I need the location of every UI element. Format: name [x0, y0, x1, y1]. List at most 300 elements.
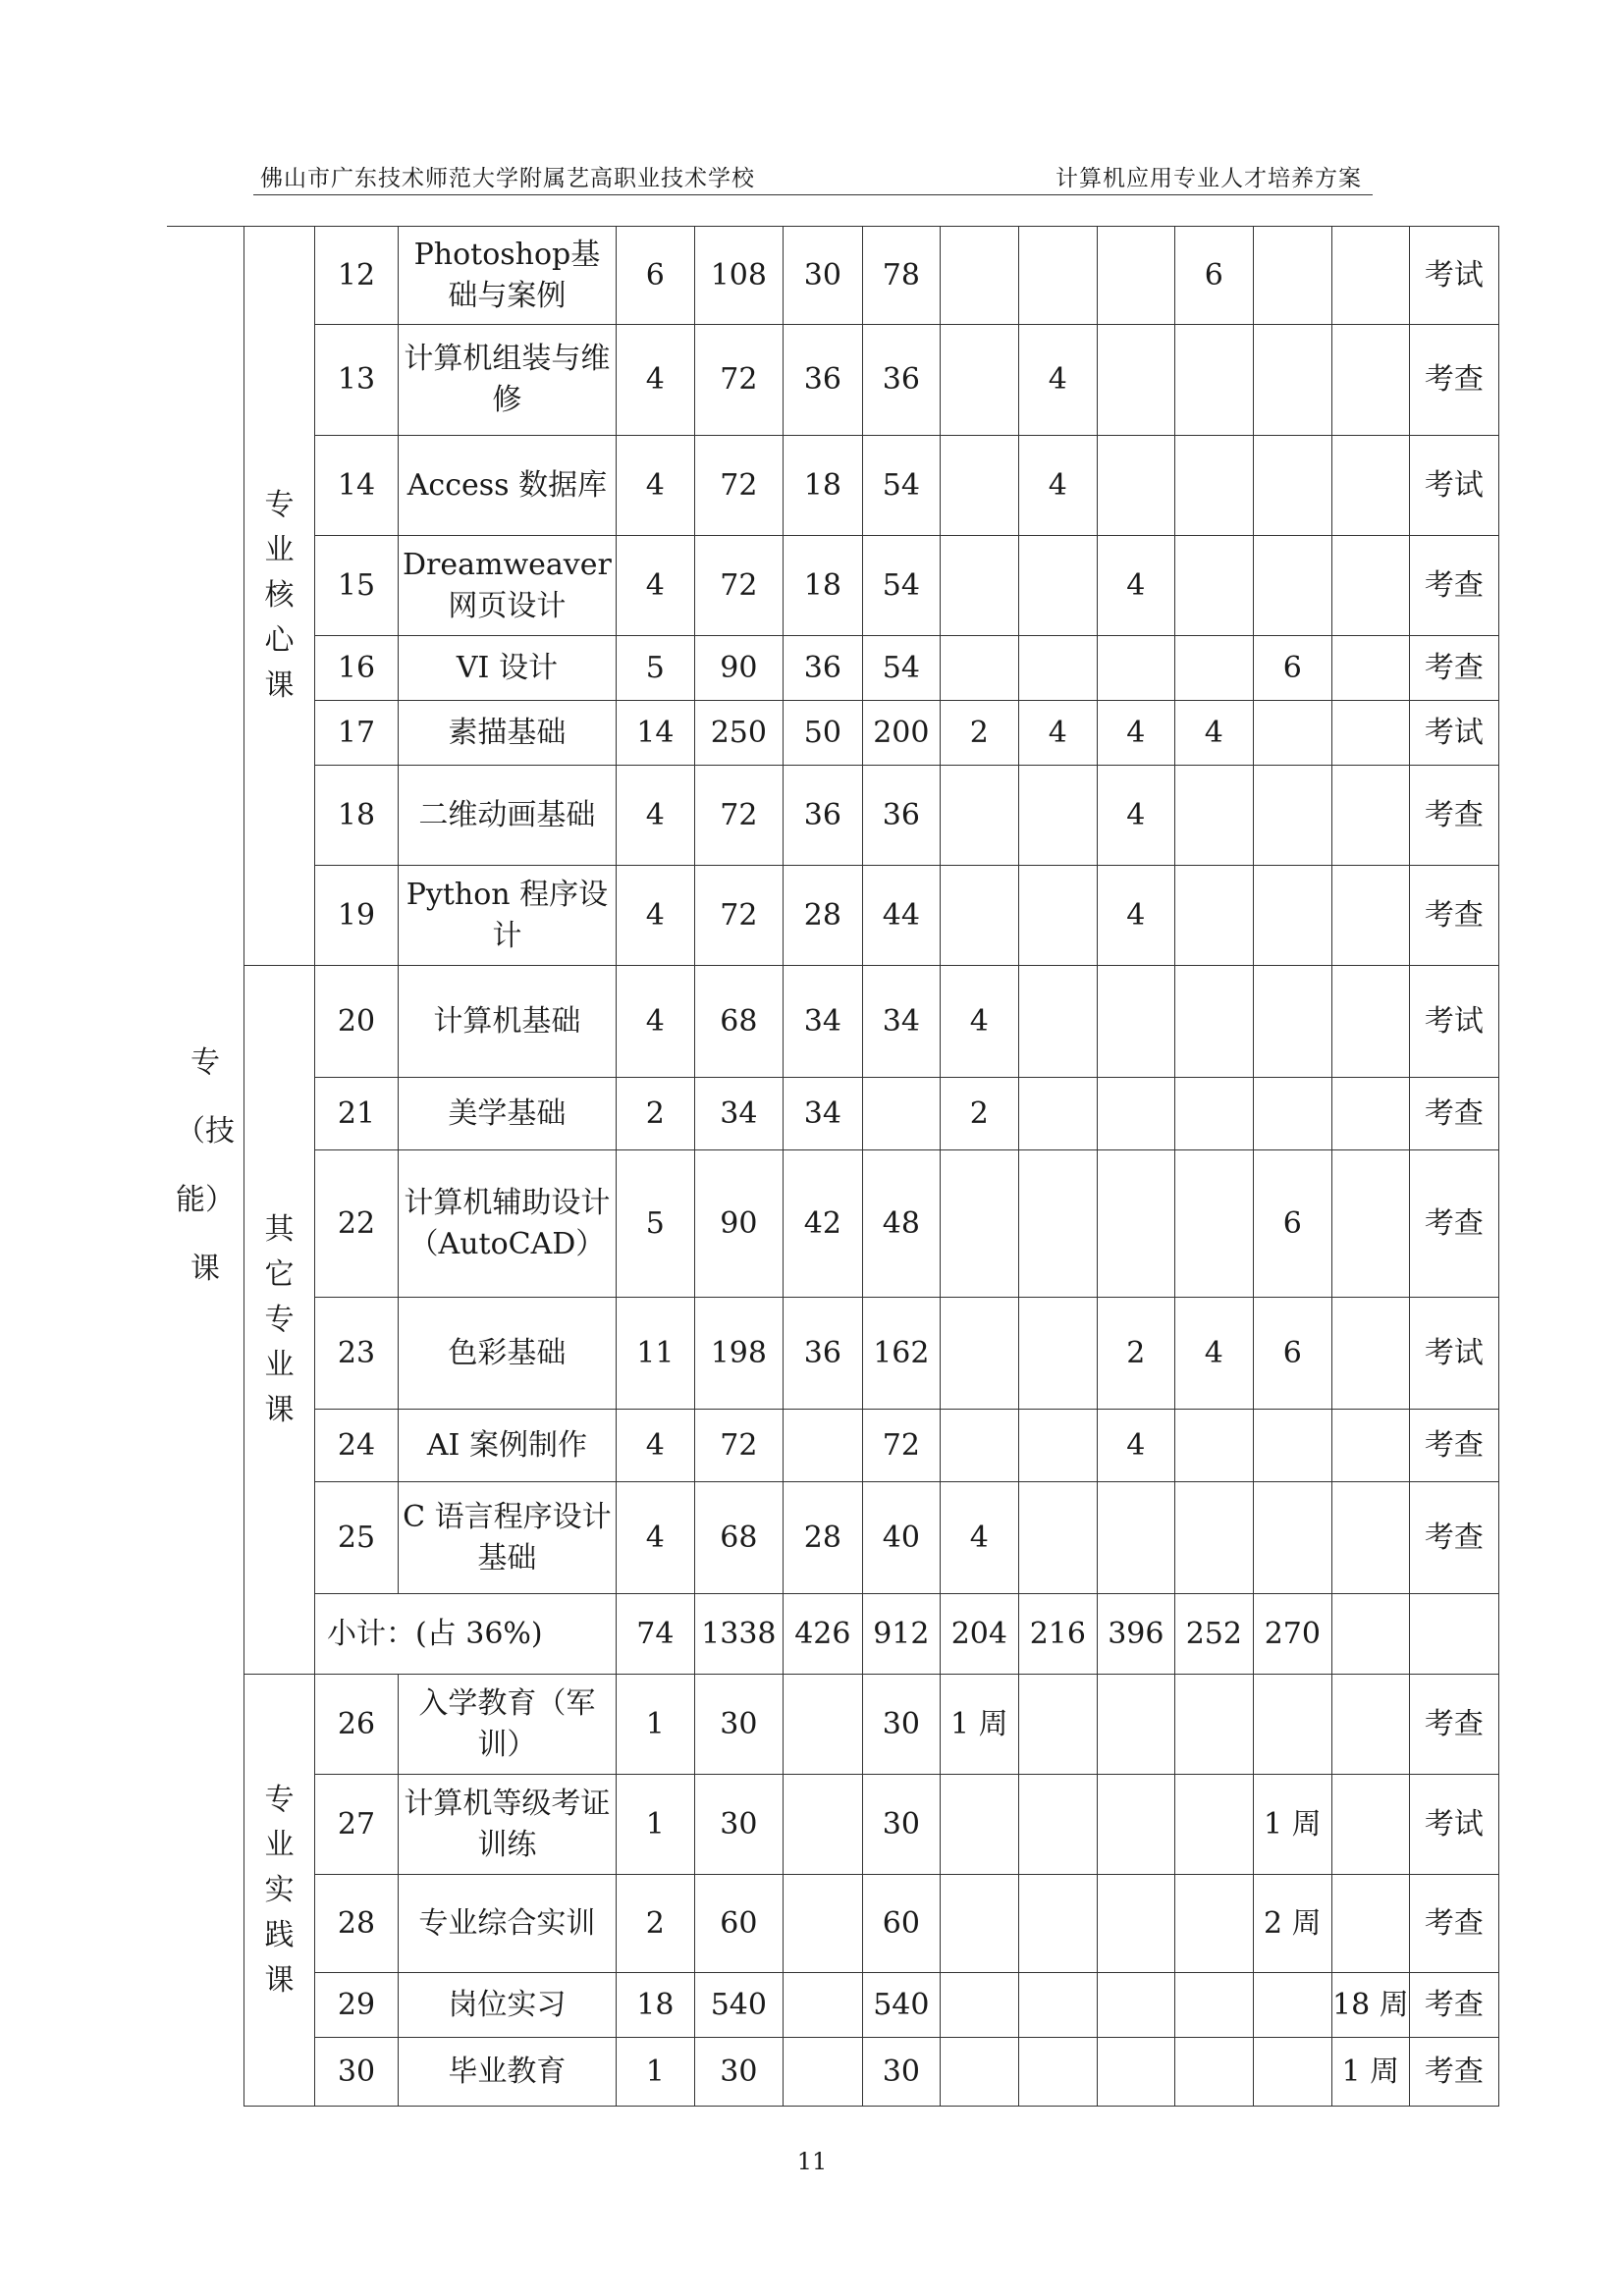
cell-s6: [1331, 1482, 1409, 1594]
cell-credit: 4: [616, 325, 694, 436]
cell-s2: 4: [1018, 325, 1097, 436]
cell-s2: [1018, 1150, 1097, 1298]
subtotal-s4: 252: [1174, 1594, 1253, 1675]
cell-no: 24: [315, 1410, 399, 1482]
cell-s2: 4: [1018, 701, 1097, 766]
cell-no: 12: [315, 227, 399, 325]
cell-total: 108: [694, 227, 783, 325]
table-row: [167, 701, 1498, 766]
page-number: 11: [796, 2148, 828, 2175]
cell-practice: 200: [862, 701, 940, 766]
cell-s5: [1253, 866, 1331, 966]
cell-practice: 40: [862, 1482, 940, 1594]
cell-s3: [1097, 436, 1174, 536]
cell-s6: [1331, 1410, 1409, 1482]
cell-s3: [1097, 1775, 1174, 1875]
cell-s2: [1018, 536, 1097, 636]
cell-no: 26: [315, 1675, 399, 1775]
cell-no: 20: [315, 966, 399, 1078]
cell-name: [399, 1675, 617, 1775]
course-name: Photoshop基础与案例: [413, 237, 601, 313]
group-cell-practice: [244, 1675, 315, 2107]
cell-s4: [1174, 325, 1253, 436]
table-row: [167, 1973, 1498, 2038]
cell-s4: [1174, 1482, 1253, 1594]
cell-practice: 36: [862, 766, 940, 866]
cell-no: 25: [315, 1482, 399, 1594]
cell-theory: 18: [783, 436, 862, 536]
cell-credit: 18: [616, 1973, 694, 2038]
cell-no: 15: [315, 536, 399, 636]
table-row: [167, 1675, 1498, 1775]
cell-s3: 4: [1097, 1410, 1174, 1482]
subtotal-s2: 216: [1018, 1594, 1097, 1675]
cell-s4: [1174, 436, 1253, 536]
cell-practice: [862, 1078, 940, 1150]
table-row: [167, 325, 1498, 436]
cell-exam: 考查: [1409, 1150, 1498, 1298]
cell-theory: 18: [783, 536, 862, 636]
cell-credit: 2: [616, 1078, 694, 1150]
cell-s1: [940, 536, 1018, 636]
table-row: [167, 436, 1498, 536]
cell-credit: 4: [616, 436, 694, 536]
cell-theory: 28: [783, 866, 862, 966]
cell-s3: [1097, 2038, 1174, 2107]
cell-exam: 考查: [1409, 325, 1498, 436]
course-name: 计算机组装与维修: [404, 342, 611, 417]
course-name: 素描基础: [448, 715, 567, 750]
cell-s5: [1253, 966, 1331, 1078]
subtotal-s6: [1331, 1594, 1409, 1675]
cell-practice: 48: [862, 1150, 940, 1298]
table-row: [167, 636, 1498, 701]
cell-s6: [1331, 1078, 1409, 1150]
cell-s5: 2 周: [1253, 1875, 1331, 1973]
cell-total: 540: [694, 1973, 783, 2038]
table-row: [167, 1875, 1498, 1973]
cell-name: [399, 701, 617, 766]
cell-s3: [1097, 1150, 1174, 1298]
course-name: C 语言程序设计基础: [403, 1499, 612, 1575]
cell-total: 72: [694, 436, 783, 536]
cell-credit: 5: [616, 1150, 694, 1298]
cell-credit: 4: [616, 966, 694, 1078]
cell-theory: 50: [783, 701, 862, 766]
cell-exam: 考试: [1409, 1298, 1498, 1410]
cell-theory: [783, 1775, 862, 1875]
cell-theory: 34: [783, 966, 862, 1078]
cell-no: 27: [315, 1775, 399, 1875]
cell-exam: 考查: [1409, 2038, 1498, 2107]
cell-credit: 5: [616, 636, 694, 701]
cell-theory: [783, 1875, 862, 1973]
course-name: 计算机等级考证训练: [404, 1786, 611, 1862]
table-row: [167, 966, 1498, 1078]
cell-exam: 考查: [1409, 866, 1498, 966]
cell-name: [399, 636, 617, 701]
cell-s1: 4: [940, 966, 1018, 1078]
cell-theory: 30: [783, 227, 862, 325]
cell-no: 23: [315, 1298, 399, 1410]
cell-exam: 考查: [1409, 766, 1498, 866]
cell-practice: 78: [862, 227, 940, 325]
table-row: [167, 227, 1498, 325]
group-label: 其它专业课: [264, 1211, 295, 1427]
cell-practice: 34: [862, 966, 940, 1078]
cell-credit: 2: [616, 1875, 694, 1973]
cell-name: [399, 1150, 617, 1298]
cell-s4: 4: [1174, 701, 1253, 766]
cell-theory: 28: [783, 1482, 862, 1594]
course-name: 二维动画基础: [418, 797, 596, 832]
course-name: 美学基础: [448, 1095, 567, 1131]
cell-name: [399, 1973, 617, 2038]
cell-theory: 34: [783, 1078, 862, 1150]
cell-s3: 2: [1097, 1298, 1174, 1410]
cell-practice: 44: [862, 866, 940, 966]
cell-s2: [1018, 966, 1097, 1078]
cell-practice: 540: [862, 1973, 940, 2038]
cell-exam: 考查: [1409, 1973, 1498, 2038]
cell-no: 14: [315, 436, 399, 536]
cell-practice: 54: [862, 536, 940, 636]
cell-exam: 考试: [1409, 966, 1498, 1078]
cell-s3: [1097, 1973, 1174, 2038]
cell-s5: [1253, 1410, 1331, 1482]
table-row: [167, 766, 1498, 866]
cell-s4: [1174, 966, 1253, 1078]
cell-s2: [1018, 1875, 1097, 1973]
cell-total: 90: [694, 1150, 783, 1298]
cell-exam: 考试: [1409, 701, 1498, 766]
cell-s3: 4: [1097, 536, 1174, 636]
cell-s4: 6: [1174, 227, 1253, 325]
cell-s5: [1253, 1973, 1331, 2038]
cell-s5: [1253, 325, 1331, 436]
cell-name: [399, 536, 617, 636]
cell-name: [399, 1775, 617, 1875]
cell-s3: [1097, 636, 1174, 701]
cell-name: [399, 1078, 617, 1150]
cell-no: 28: [315, 1875, 399, 1973]
header-divider: [253, 194, 1373, 195]
subtotal-practice: 912: [862, 1594, 940, 1675]
cell-exam: 考查: [1409, 1675, 1498, 1775]
cell-credit: 1: [616, 1775, 694, 1875]
cell-s2: [1018, 1482, 1097, 1594]
table-row: [167, 2038, 1498, 2107]
cell-s2: [1018, 227, 1097, 325]
cell-s5: 6: [1253, 636, 1331, 701]
cell-theory: 36: [783, 1298, 862, 1410]
cell-s1: 2: [940, 701, 1018, 766]
cell-name: [399, 227, 617, 325]
cell-no: 30: [315, 2038, 399, 2107]
cell-s4: 4: [1174, 1298, 1253, 1410]
cell-s6: [1331, 636, 1409, 701]
course-name: Dreamweaver网页设计: [403, 547, 612, 623]
cell-credit: 14: [616, 701, 694, 766]
cell-s4: [1174, 1973, 1253, 2038]
cell-practice: 54: [862, 436, 940, 536]
cell-s5: [1253, 701, 1331, 766]
cell-credit: 4: [616, 1482, 694, 1594]
group-cell-other: [244, 966, 315, 1675]
cell-exam: 考查: [1409, 1875, 1498, 1973]
cell-theory: 36: [783, 325, 862, 436]
cell-total: 72: [694, 766, 783, 866]
cell-credit: 6: [616, 227, 694, 325]
cell-s6: 1 周: [1331, 2038, 1409, 2107]
cell-name: [399, 1482, 617, 1594]
header-program-title: 计算机应用专业人才培养方案: [1056, 166, 1362, 191]
subtotal-row: [167, 1594, 1498, 1675]
cell-s1: [940, 325, 1018, 436]
cell-credit: 4: [616, 866, 694, 966]
subtotal-label: 小计：(占 36%): [315, 1594, 617, 1675]
cell-total: 30: [694, 1775, 783, 1875]
category-cell: [167, 227, 244, 2107]
cell-s6: [1331, 227, 1409, 325]
cell-no: 21: [315, 1078, 399, 1150]
cell-no: 19: [315, 866, 399, 966]
cell-s6: [1331, 866, 1409, 966]
cell-total: 60: [694, 1875, 783, 1973]
cell-s5: [1253, 536, 1331, 636]
cell-s3: 4: [1097, 701, 1174, 766]
cell-s1: 2: [940, 1078, 1018, 1150]
cell-exam: 考查: [1409, 1078, 1498, 1150]
header-school-name: 佛山市广东技术师范大学附属艺高职业技术学校: [260, 166, 755, 191]
cell-s3: 4: [1097, 766, 1174, 866]
cell-s6: [1331, 1150, 1409, 1298]
cell-no: 22: [315, 1150, 399, 1298]
cell-s6: [1331, 536, 1409, 636]
cell-practice: 54: [862, 636, 940, 701]
course-name: 毕业教育: [448, 2054, 567, 2089]
table-row: [167, 866, 1498, 966]
cell-exam: 考查: [1409, 636, 1498, 701]
cell-s1: [940, 766, 1018, 866]
subtotal-total: 1338: [694, 1594, 783, 1675]
cell-name: [399, 866, 617, 966]
cell-s4: [1174, 2038, 1253, 2107]
cell-s2: [1018, 1298, 1097, 1410]
cell-s1: [940, 436, 1018, 536]
table-row: [167, 1150, 1498, 1298]
cell-s6: [1331, 436, 1409, 536]
cell-s6: [1331, 1675, 1409, 1775]
cell-total: 90: [694, 636, 783, 701]
cell-s6: [1331, 325, 1409, 436]
cell-s2: [1018, 1410, 1097, 1482]
cell-name: [399, 2038, 617, 2107]
cell-total: 198: [694, 1298, 783, 1410]
group-label: 专业核心课: [264, 488, 295, 703]
cell-name: [399, 325, 617, 436]
cell-total: 68: [694, 966, 783, 1078]
cell-s1: [940, 1775, 1018, 1875]
cell-no: 16: [315, 636, 399, 701]
cell-s2: 4: [1018, 436, 1097, 536]
cell-s4: [1174, 1410, 1253, 1482]
cell-s3: [1097, 227, 1174, 325]
cell-s4: [1174, 766, 1253, 866]
cell-s2: [1018, 766, 1097, 866]
cell-no: 29: [315, 1973, 399, 2038]
cell-s6: [1331, 701, 1409, 766]
cell-total: 72: [694, 1410, 783, 1482]
course-name: 计算机辅助设计（AutoCAD）: [404, 1185, 611, 1261]
cell-credit: 4: [616, 766, 694, 866]
cell-s4: [1174, 1675, 1253, 1775]
cell-s3: [1097, 1078, 1174, 1150]
cell-s1: 4: [940, 1482, 1018, 1594]
cell-total: 68: [694, 1482, 783, 1594]
cell-s5: 6: [1253, 1298, 1331, 1410]
table-row: [167, 1410, 1498, 1482]
course-name: AI 案例制作: [426, 1427, 587, 1463]
cell-total: 30: [694, 1675, 783, 1775]
cell-s1: [940, 1875, 1018, 1973]
cell-practice: 36: [862, 325, 940, 436]
cell-credit: 1: [616, 1675, 694, 1775]
cell-s2: [1018, 1775, 1097, 1875]
group-cell-core: [244, 227, 315, 966]
cell-s5: 6: [1253, 1150, 1331, 1298]
cell-total: 72: [694, 866, 783, 966]
cell-name: [399, 1298, 617, 1410]
cell-name: [399, 1410, 617, 1482]
table-row: [167, 536, 1498, 636]
cell-name: [399, 766, 617, 866]
cell-s1: [940, 636, 1018, 701]
subtotal-exam: [1409, 1594, 1498, 1675]
cell-s3: [1097, 325, 1174, 436]
cell-s1: [940, 1150, 1018, 1298]
cell-credit: 11: [616, 1298, 694, 1410]
cell-s3: 4: [1097, 866, 1174, 966]
cell-total: 30: [694, 2038, 783, 2107]
cell-theory: 42: [783, 1150, 862, 1298]
cell-theory: [783, 1973, 862, 2038]
subtotal-s1: 204: [940, 1594, 1018, 1675]
cell-s6: [1331, 966, 1409, 1078]
group-label: 专业实践课: [264, 1782, 295, 1998]
cell-name: [399, 966, 617, 1078]
course-name: 计算机基础: [433, 1003, 581, 1039]
cell-s2: [1018, 1973, 1097, 2038]
course-name: Python 程序设计: [406, 877, 609, 953]
course-name: 色彩基础: [448, 1335, 567, 1370]
cell-practice: 162: [862, 1298, 940, 1410]
course-name: 岗位实习: [448, 1987, 567, 2022]
cell-s4: [1174, 866, 1253, 966]
course-name: 专业综合实训: [418, 1905, 596, 1941]
cell-s2: [1018, 1675, 1097, 1775]
cell-theory: [783, 1675, 862, 1775]
subtotal-theory: 426: [783, 1594, 862, 1675]
cell-s6: 18 周: [1331, 1973, 1409, 2038]
cell-s6: [1331, 766, 1409, 866]
cell-s1: [940, 227, 1018, 325]
cell-credit: 1: [616, 2038, 694, 2107]
cell-no: 13: [315, 325, 399, 436]
cell-s1: [940, 2038, 1018, 2107]
cell-s5: [1253, 1482, 1331, 1594]
cell-exam: 考查: [1409, 1410, 1498, 1482]
subtotal-credit: 74: [616, 1594, 694, 1675]
cell-s5: [1253, 2038, 1331, 2107]
cell-s2: [1018, 866, 1097, 966]
cell-s1: [940, 1973, 1018, 2038]
table-row: [167, 1078, 1498, 1150]
table-row: [167, 1482, 1498, 1594]
cell-practice: 60: [862, 1875, 940, 1973]
cell-s2: [1018, 1078, 1097, 1150]
course-name: 入学教育（军训）: [418, 1685, 596, 1762]
cell-s3: [1097, 966, 1174, 1078]
cell-total: 72: [694, 536, 783, 636]
cell-s3: [1097, 1482, 1174, 1594]
cell-s4: [1174, 536, 1253, 636]
table-row: [167, 1775, 1498, 1875]
cell-theory: [783, 2038, 862, 2107]
cell-exam: 考试: [1409, 1775, 1498, 1875]
cell-exam: 考查: [1409, 1482, 1498, 1594]
cell-practice: 72: [862, 1410, 940, 1482]
cell-s6: [1331, 1298, 1409, 1410]
cell-total: 250: [694, 701, 783, 766]
cell-credit: 4: [616, 1410, 694, 1482]
cell-theory: 36: [783, 636, 862, 701]
cell-s2: [1018, 636, 1097, 701]
category-label: 专（技能）课: [176, 1045, 235, 1287]
cell-practice: 30: [862, 1775, 940, 1875]
cell-s4: [1174, 1775, 1253, 1875]
cell-s2: [1018, 2038, 1097, 2107]
cell-s5: [1253, 227, 1331, 325]
subtotal-s3: 396: [1097, 1594, 1174, 1675]
course-name: Access 数据库: [406, 467, 608, 503]
cell-practice: 30: [862, 1675, 940, 1775]
cell-theory: [783, 1410, 862, 1482]
cell-s1: [940, 866, 1018, 966]
course-name: VI 设计: [456, 650, 558, 685]
cell-s6: [1331, 1775, 1409, 1875]
cell-s6: [1331, 1875, 1409, 1973]
cell-total: 34: [694, 1078, 783, 1150]
subtotal-s5: 270: [1253, 1594, 1331, 1675]
table-row: [167, 1298, 1498, 1410]
cell-s5: [1253, 436, 1331, 536]
cell-s5: 1 周: [1253, 1775, 1331, 1875]
cell-s1: [940, 1410, 1018, 1482]
cell-name: [399, 436, 617, 536]
cell-no: 17: [315, 701, 399, 766]
cell-exam: 考查: [1409, 536, 1498, 636]
cell-exam: 考试: [1409, 227, 1498, 325]
cell-s5: [1253, 1675, 1331, 1775]
cell-no: 18: [315, 766, 399, 866]
cell-theory: 36: [783, 766, 862, 866]
curriculum-table: [167, 226, 1499, 2107]
cell-s4: [1174, 636, 1253, 701]
cell-s5: [1253, 766, 1331, 866]
cell-total: 72: [694, 325, 783, 436]
cell-s1: 1 周: [940, 1675, 1018, 1775]
